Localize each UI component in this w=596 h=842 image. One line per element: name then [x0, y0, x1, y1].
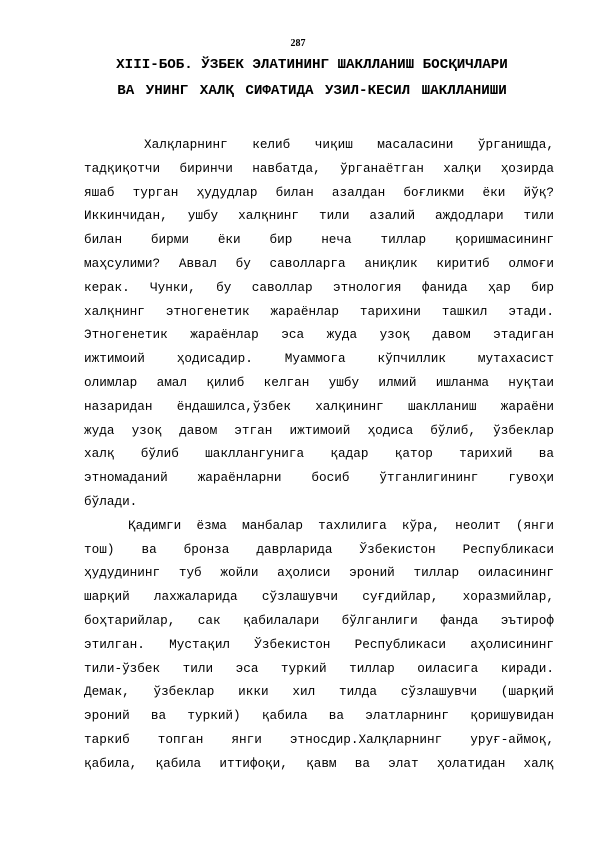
- text-line: тадқиқотчи биринчи навбатда, ўрганаётган халқи ҳозирда: [84, 160, 554, 176]
- text-line: Этногенетик жараёнлар эса жуда узоқ давом этадиган: [84, 327, 554, 343]
- text-line: тош) ва бронза даврларида Ўзбекистон Республикаси: [84, 541, 554, 557]
- text-line: керак. Чунки, бу саволлар этнология фанида ҳар бир: [84, 279, 554, 295]
- text-line: боҳтарийлар, сак қабилалари бўлганлиги фанда эътироф: [84, 612, 554, 628]
- page-number: 287: [290, 38, 306, 49]
- body-text: [84, 133, 554, 776]
- text-line: Қадимги ёзма манбалар тахлилига кўра, неолит (янги: [128, 517, 554, 533]
- text-line: қабила, қабила иттифоқи, қавм ва элат ҳолатидан халқ: [84, 755, 554, 771]
- text-line: шарқий лахжаларида сўзлашувчи суғдийлар, хоразмийлар,: [84, 589, 554, 605]
- text-line: билан бирми ёки бир неча тиллар қоришмасининг: [84, 232, 554, 248]
- text-line: олимлар амал қилиб келган ушбу илмий ишланма нуқтаи: [84, 374, 554, 390]
- text-line: Иккинчидан, ушбу халқнинг тили азалий аждодлари тили: [84, 208, 554, 224]
- chapter-title-line-2: ВА УНИНГ ХАЛҚ СИФАТИДА УЗИЛ-КЕСИЛ ШАКЛЛАНИШИ: [117, 83, 507, 99]
- text-line: назаридан ёндашилса,ўзбек халқининг шаклланиш жараёни: [84, 398, 554, 414]
- text-line: халқ бўлиб шакллангунига қадар қатор тарихий ва: [84, 446, 554, 462]
- text-line: этилган. Мустақил Ўзбекистон Республикаси аҳолисининг: [84, 636, 554, 652]
- text-line: тили-ўзбек тили эса туркий тиллар оиласига киради.: [84, 660, 554, 676]
- text-line: жуда узоқ давом этган ижтимоий ҳодиса бўлиб, ўзбеклар: [84, 422, 554, 438]
- text-line: бўлади.: [84, 493, 138, 509]
- text-line: ҳудудининг туб жойли аҳолиси эроний тиллар оиласининг: [84, 565, 554, 581]
- text-line: ижтимоий ҳодисадир. Муаммога кўпчиллик мутахасист: [84, 351, 554, 367]
- text-line: Халқларнинг келиб чиқиш масаласини ўрганишда,: [144, 137, 554, 152]
- text-line: маҳсулими? Аввал бу саволларга аниқлик киритиб олмоғи: [84, 255, 554, 271]
- text-line: халқнинг этногенетик жараёнлар тарихини ташкил этади.: [84, 303, 554, 319]
- paragraph-2: [84, 514, 554, 776]
- text-line: эроний ва туркий) қабила ва элатларнинг қоришувидан: [84, 708, 554, 724]
- chapter-title-line-1: XIII-БОБ. ЎЗБЕК ЭЛАТИНИНГ ШАКЛЛАНИШ БОСҚИЧЛАРИ: [116, 57, 508, 73]
- text-line: Демак, ўзбеклар икки хил тилда сўзлашувчи (шарқий: [84, 684, 554, 700]
- text-line: яшаб турган ҳудудлар билан азалдан боғликми ёки йўқ?: [84, 184, 554, 200]
- paragraph-1: [84, 133, 554, 514]
- text-line: таркиб топган янги этносдир.Халқларнинг уруғ-аймоқ,: [84, 731, 554, 747]
- text-line: этномаданий жараёнларни босиб ўтганлигининг гувоҳи: [84, 470, 554, 486]
